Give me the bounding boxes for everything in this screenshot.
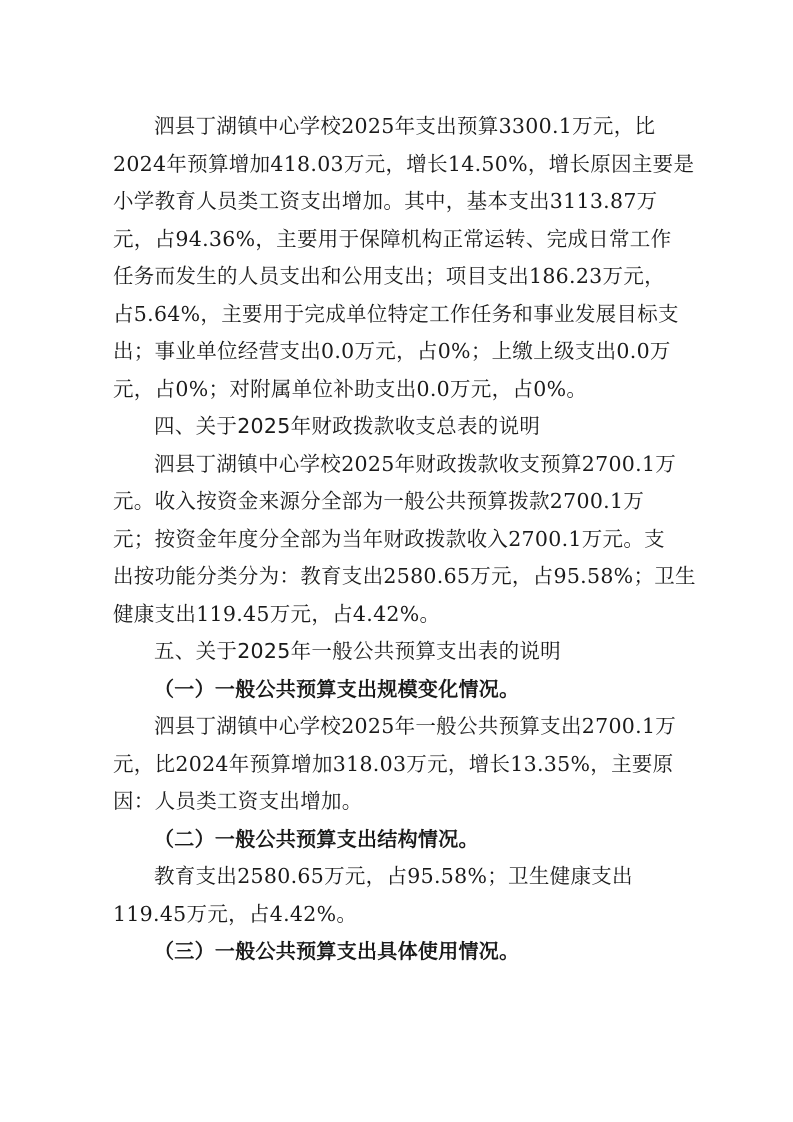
- paragraph-4-line-2: 119.45万元，占4.42%。: [113, 902, 358, 926]
- paragraph-2-line-1: 泗县丁湖镇中心学校2025年财政拨款收支预算2700.1万: [154, 452, 677, 476]
- paragraph-2-line-3: 元；按资金年度分全部为当年财政拨款收入2700.1万元。支: [113, 527, 665, 551]
- subheading-2: （二）一般公共预算支出结构情况。: [154, 827, 479, 851]
- paragraph-3-line-1: 泗县丁湖镇中心学校2025年一般公共预算支出2700.1万: [154, 714, 677, 738]
- paragraph-1-line-3: 小学教育人员类工资支出增加。其中，基本支出3113.87万: [113, 189, 658, 213]
- paragraph-1-line-7: 出；事业单位经营支出0.0万元，占0%；上缴上级支出0.0万: [113, 339, 671, 363]
- paragraph-1-line-8: 元，占0%；对附属单位补助支出0.0万元，占0%。: [113, 377, 588, 401]
- paragraph-1-line-4: 元，占94.36%，主要用于保障机构正常运转、完成日常工作: [113, 227, 672, 251]
- paragraph-1-line-2: 2024年预算增加418.03万元，增长14.50%，增长原因主要是: [113, 152, 695, 176]
- paragraph-3-line-2: 元，比2024年预算增加318.03万元，增长13.35%，主要原: [113, 752, 674, 776]
- section-heading-4: 四、关于2025年财政拨款收支总表的说明: [154, 414, 541, 438]
- paragraph-2-line-2: 元。收入按资金来源分全部为一般公共预算拨款2700.1万: [113, 489, 645, 513]
- paragraph-1-line-6: 占5.64%，主要用于完成单位特定工作任务和事业发展目标支: [113, 302, 679, 326]
- paragraph-2-line-4: 出按功能分类分为：教育支出2580.65万元，占95.58%；卫生: [113, 564, 696, 588]
- paragraph-4-line-1: 教育支出2580.65万元，占95.58%；卫生健康支出: [154, 864, 633, 888]
- paragraph-3-line-3: 因：人员类工资支出增加。: [113, 789, 363, 813]
- subheading-3: （三）一般公共预算支出具体使用情况。: [154, 939, 520, 963]
- paragraph-1-line-1: 泗县丁湖镇中心学校2025年支出预算3300.1万元，比: [154, 114, 656, 138]
- paragraph-1-line-5: 任务而发生的人员支出和公用支出；项目支出186.23万元，: [113, 264, 665, 288]
- section-heading-5: 五、关于2025年一般公共预算支出表的说明: [154, 639, 561, 663]
- paragraph-2-line-5: 健康支出119.45万元，占4.42%。: [113, 602, 441, 626]
- subheading-1: （一）一般公共预算支出规模变化情况。: [154, 677, 520, 701]
